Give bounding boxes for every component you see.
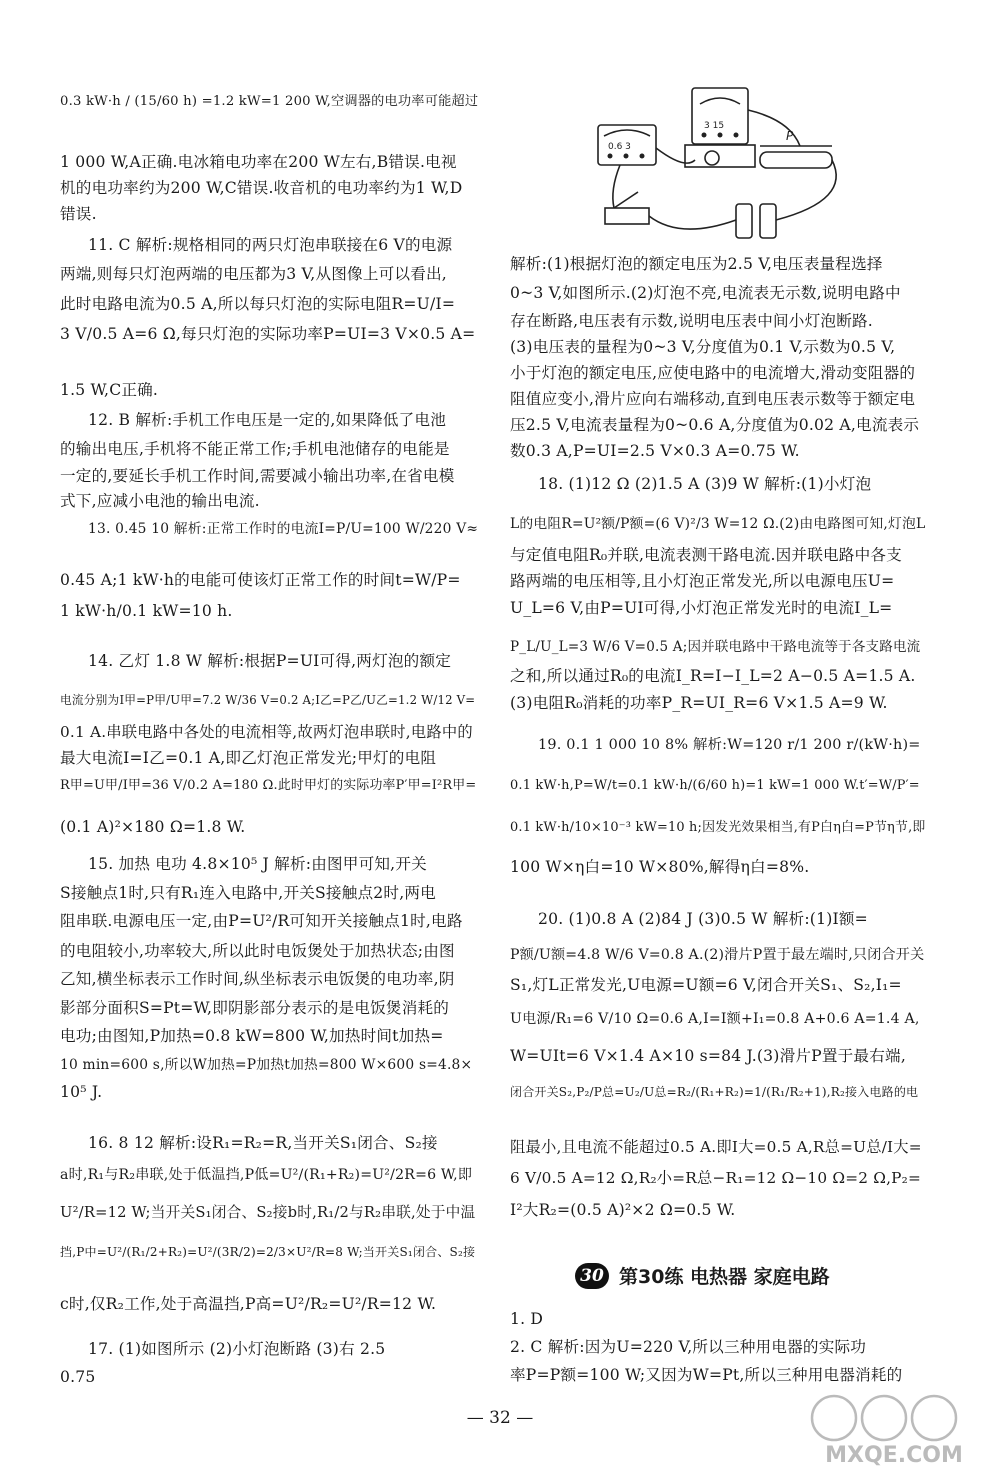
text-line: (3)电阻R₀消耗的功率P_R=UI_R=6 V×1.5 A=9 W. [510,694,888,712]
text-line: 0.1 A.串联电路中各处的电流相等,故两灯泡串联时,电路中的 [60,723,473,741]
text-line: 率P=P额=100 W;又因为W=Pt,所以三种用电器消耗的 [510,1366,903,1384]
text-line: 6 V/0.5 A=12 Ω,R₂小=R总−R₁=12 Ω−10 Ω=2 Ω,P₂= [510,1169,922,1187]
text-line: 0~3 V,如图所示.(2)灯泡不亮,电流表无示数,说明电路中 [510,284,901,302]
text-line: 10 min=600 s,所以W加热=P加热t加热=800 W×600 s=4.8× [60,1057,473,1073]
text-line: 1 kW·h/0.1 kW=10 h. [60,602,233,620]
text-line: 16. 8 12 解析:设R₁=R₂=R,当开关S₁闭合、S₂接 [88,1134,438,1152]
text-line: 19. 0.1 1 000 10 8% 解析:W=120 r/1 200 r/(kW·h)= [538,737,921,753]
text-line: 一定的,要延长手机工作时间,需要减小输出功率,在省电模 [60,467,455,485]
text-line: (3)电压表的量程为0~3 V,分度值为0.1 V,示数为0.5 V, [510,338,896,356]
text-line: 挡,P中=U²/(R₁/2+R₂)=U²/(3R/2)=2/3×U²/R=8 W;当开关S₁闭合、S₂接 [60,1245,476,1259]
text-line: 乙知,横坐标表示工作时间,纵坐标表示电饭煲的电功率,阴 [60,970,455,988]
text-line: 路两端的电压相等,且小灯泡正常发光,所以电源电压U= [510,572,895,590]
bulb-icon [705,151,719,165]
text-line: 解析:(1)根据灯泡的额定电压为2.5 V,电压表量程选择 [510,255,883,273]
text-line: U²/R=12 W;当开关S₁闭合、S₂接b时,R₁/2与R₂串联,处于中温 [60,1204,476,1221]
text-line: 闭合开关S₂,P₂/P总=U₂/U总=R₂/(R₁+R₂)=1/(R₁/R₂+1),R₂接入电路的电 [510,1085,919,1099]
text-line: 小于灯泡的额定电压,应使电路中的电流增大,滑动变阻器的 [510,364,916,382]
text-line: 数0.3 A,P=UI=2.5 V×0.3 A=0.75 W. [510,442,800,460]
text-line: 的电阻较小,功率较大,所以此时电饭煲处于加热状态;由图 [60,942,455,960]
text-line: 13. 0.45 10 解析:正常工作时的电流I=P/U=100 W/220 V≈ [88,521,479,537]
text-line: 1 000 W,A正确.电冰箱电功率在200 W左右,B错误.电视 [60,153,457,171]
text-line: 电功;由图知,P加热=0.8 kW=800 W,加热时间t加热= [60,1027,444,1045]
text-line: 17. (1)如图所示 (2)小灯泡断路 (3)右 2.5 [88,1340,386,1358]
text-line: c时,仅R₂工作,处于高温挡,P高=U²/R₂=U²/R=12 W. [60,1295,437,1313]
text-line: 10⁵ J. [60,1083,103,1101]
text-line: U_L=6 V,由P=UI可得,小灯泡正常发光时的电流I_L= [510,599,893,617]
text-line: L的电阻R=U²额/P额=(6 V)²/3 W=12 Ω.(2)由电路图可知,灯泡L [510,516,926,532]
text-line: 0.45 A;1 kW·h的电能可使该灯正常工作的时间t=W/P= [60,571,461,589]
text-line: 100 W×η白=10 W×80%,解得η白=8%. [510,858,810,876]
text-line: a时,R₁与R₂串联,处于低温挡,P低=U²/(R₁+R₂)=U²/2R=6 W,即 [60,1167,473,1183]
text-line: 与定值电阻R₀并联,电流表测干路电流.因并联电路中各支 [510,546,902,564]
text-line: 存在断路,电压表有示数,说明电压表中间小灯泡断路. [510,312,873,330]
text-line: W=UIt=6 V×1.4 A×10 s=84 J.(3)滑片P置于最右端, [510,1047,906,1065]
rheostat-icon [760,152,832,168]
svg-text:0.6 3: 0.6 3 [608,142,631,152]
text-line: 最大电流I=I乙=0.1 A,即乙灯泡正常发光;甲灯的电阻 [60,749,437,767]
section-badge: 30 [575,1263,609,1289]
text-line: 的输出电压,手机将不能正常工作;手机电池储存的电能是 [60,440,450,458]
section-title: 第30练 电热器 家庭电路 [619,1266,830,1288]
text-line: 电流分别为I甲=P甲/U甲=7.2 W/36 V=0.2 A;I乙=P乙/U乙=1.2 W/12 V= [60,693,476,707]
text-line: 15. 加热 电功 4.8×10⁵ J 解析:由图甲可知,开关 [88,855,427,873]
text-line: 0.3 kW·h / (15/60 h) =1.2 kW=1 200 W,空调器的电功率可能超过 [60,94,479,109]
text-line: 0.1 kW·h/10×10⁻³ kW=10 h;因发光效果相当,有P白η白=P节η节,即 [510,820,926,835]
switch-icon [605,208,649,224]
text-line: 14. 乙灯 1.8 W 解析:根据P=UI可得,两灯泡的额定 [88,652,452,670]
text-line: 0.1 kW·h,P=W/t=0.1 kW·h/(6/60 h)=1 kW=1 000 W.t′=W/P′= [510,778,920,793]
text-line: 阻值应变小,滑片应向右端移动,直到电压表示数等于额定电 [510,390,916,408]
text-line: 0.75 [60,1368,96,1386]
text-line: 此时电路电流为0.5 A,所以每只灯泡的实际电阻R=U/I= [60,295,456,313]
text-line: 1. D [510,1310,544,1328]
text-line: S₁,灯L正常发光,U电源=U额=6 V,闭合开关S₁、S₂,I₁= [510,976,902,994]
text-line: P_L/U_L=3 W/6 V=0.5 A;因并联电路中干路电流等于各支路电流 [510,639,921,655]
text-line: 错误. [60,205,97,223]
battery-icon [736,204,752,238]
svg-text:3 15: 3 15 [704,121,725,131]
text-line: U电源/R₁=6 V/10 Ω=0.6 A,I=I额+I₁=0.8 A+0.6 A=1.4 A, [510,1011,920,1027]
text-line: 阻串联.电源电压一定,由P=U²/R可知开关接触点1时,电路 [60,912,463,930]
section-heading [575,1262,830,1289]
text-line: 压2.5 V,电流表量程为0~0.6 A,分度值为0.02 A,电流表示 [510,416,920,434]
text-line: 12. B 解析:手机工作电压是一定的,如果降低了电池 [88,411,447,429]
text-line: 3 V/0.5 A=6 Ω,每只灯泡的实际功率P=UI=3 V×0.5 A= [60,325,476,343]
text-line: 机的电功率约为200 W,C错误.收音机的电功率约为1 W,D [60,179,463,197]
svg-text:MXQE.COM: MXQE.COM [825,1443,963,1468]
text-line: S接触点1时,只有R₁连入电路中,开关S接触点2时,两电 [60,884,436,902]
page-number: — 32 — [466,1408,534,1428]
text-line: 阻最小,且电流不能超过0.5 A.即I大=0.5 A,R总=U总/I大= [510,1138,922,1156]
text-line: 20. (1)0.8 A (2)84 J (3)0.5 W 解析:(1)I额= [538,910,868,928]
text-line: 两端,则每只灯泡两端的电压都为3 V,从图像上可以看出, [60,265,447,283]
text-line: 式下,应减小电池的输出电流. [60,492,260,510]
circuit-figure [590,80,860,245]
text-line: 1.5 W,C正确. [60,381,159,399]
text-line: I²大R₂=(0.5 A)²×2 Ω=0.5 W. [510,1201,736,1219]
text-line: 之和,所以通过R₀的电流I_R=I−I_L=2 A−0.5 A=1.5 A. [510,667,916,685]
text-line: 影部分面积S=Pt=W,即阴影部分表示的是电饭煲消耗的 [60,999,450,1017]
text-line: 11. C 解析:规格相同的两只灯泡串联接在6 V的电源 [88,236,453,254]
text-line: 2. C 解析:因为U=220 V,所以三种用电器的实际功 [510,1338,867,1356]
text-line: R甲=U甲/I甲=36 V/0.2 A=180 Ω.此时甲灯的实际功率P′甲=I²R甲= [60,778,477,793]
text-line: 18. (1)12 Ω (2)1.5 A (3)9 W 解析:(1)小灯泡 [538,475,872,493]
text-line: P额/U额=4.8 W/6 V=0.8 A.(2)滑片P置于最左端时,只闭合开关 [510,947,925,963]
svg-text:P: P [786,129,794,143]
text-line: (0.1 A)²×180 Ω=1.8 W. [60,818,246,836]
watermark-logo [794,1390,994,1470]
